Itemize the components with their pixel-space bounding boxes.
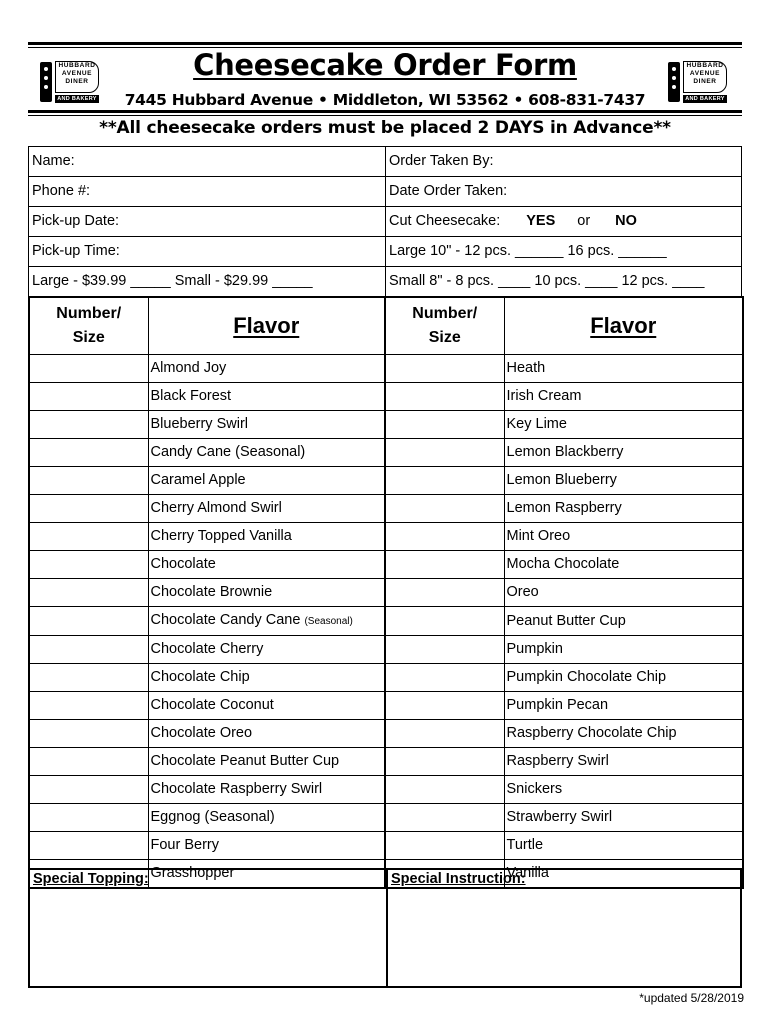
special-instruction-box[interactable]: [387, 869, 741, 987]
flavor-row: [29, 636, 743, 664]
number-size-cell[interactable]: [29, 692, 148, 720]
flavor-name: Raspberry Chocolate Chip: [504, 720, 743, 748]
seasonal-note: (Seasonal): [304, 616, 353, 627]
cut-yes-option[interactable]: YES: [526, 213, 556, 229]
mid-rule: [28, 110, 742, 113]
cut-or-text: or: [577, 213, 591, 229]
hubbard-diner-logo-right: HUBBARD AVENUE DINER AND BAKERY: [668, 59, 730, 104]
flavor-name: Chocolate Oreo: [148, 720, 385, 748]
flavor-name: Key Lime: [504, 411, 743, 439]
number-size-cell[interactable]: [29, 664, 148, 692]
flavor-name: Lemon Blueberry: [504, 467, 743, 495]
large-pieces-field[interactable]: Large 10" - 12 pcs. ______ 16 pcs. ______: [386, 237, 742, 267]
flavor-name: Peanut Butter Cup: [504, 607, 743, 636]
advance-notice: **All cheesecake orders must be placed 2 DAYS in Advance**: [99, 118, 671, 138]
number-size-cell[interactable]: [385, 467, 504, 495]
flavor-name: Chocolate Raspberry Swirl: [148, 776, 385, 804]
flavor-name: Blueberry Swirl: [148, 411, 385, 439]
flavor-name: Heath: [504, 355, 743, 383]
pickup-date-field[interactable]: Pick-up Date:: [29, 207, 386, 237]
hubbard-diner-logo-left: HUBBARD AVENUE DINER AND BAKERY: [40, 59, 102, 104]
cut-cheesecake-field[interactable]: [386, 207, 742, 237]
flavor-header-right: Flavor: [504, 297, 743, 355]
number-size-cell[interactable]: [29, 439, 148, 467]
flavor-name: Cherry Almond Swirl: [148, 495, 385, 523]
flavor-row: [29, 832, 743, 860]
number-size-cell[interactable]: [29, 383, 148, 411]
number-size-cell[interactable]: [385, 804, 504, 832]
number-size-cell[interactable]: [385, 579, 504, 607]
special-topping-box[interactable]: [29, 869, 387, 987]
flavor-row: [29, 692, 743, 720]
flavor-name: Four Berry: [148, 832, 385, 860]
number-size-cell[interactable]: [385, 776, 504, 804]
flavor-row: [29, 523, 743, 551]
flavor-name: Chocolate Peanut Butter Cup: [148, 748, 385, 776]
flavor-name: Turtle: [504, 832, 743, 860]
number-size-cell[interactable]: [385, 495, 504, 523]
size-price-field[interactable]: Large - $39.99 _____ Small - $29.99 _____: [29, 267, 386, 297]
number-size-cell[interactable]: [385, 523, 504, 551]
flavor-name-text: Chocolate Candy Cane: [150, 612, 301, 628]
updated-date: *updated 5/28/2019: [639, 991, 744, 1005]
top-rule: [28, 42, 742, 45]
flavor-row: [29, 748, 743, 776]
order-info-table: [28, 146, 742, 297]
flavor-name: Chocolate Brownie: [148, 579, 385, 607]
flavor-name: [148, 607, 385, 636]
number-size-cell[interactable]: [29, 776, 148, 804]
small-pieces-field[interactable]: Small 8" - 8 pcs. ____ 10 pcs. ____ 12 pcs. ____: [386, 267, 742, 297]
flavor-name: Strawberry Swirl: [504, 804, 743, 832]
flavor-name: Pumpkin Pecan: [504, 692, 743, 720]
flavor-row: [29, 664, 743, 692]
number-size-cell[interactable]: [385, 607, 504, 636]
flavor-row: [29, 467, 743, 495]
special-topping-label: Special Topping:: [33, 871, 149, 887]
flavor-name: Chocolate Chip: [148, 664, 385, 692]
number-size-cell[interactable]: [385, 832, 504, 860]
flavor-row: [29, 804, 743, 832]
number-size-cell[interactable]: [385, 551, 504, 579]
number-size-cell[interactable]: [29, 607, 148, 636]
cut-label: Cut Cheesecake:: [389, 213, 501, 229]
number-size-cell[interactable]: [29, 720, 148, 748]
flavor-name: Lemon Raspberry: [504, 495, 743, 523]
number-size-cell[interactable]: [29, 355, 148, 383]
mid-rule-thin: [28, 115, 742, 116]
pickup-time-field[interactable]: Pick-up Time:: [29, 237, 386, 267]
flavor-row: [29, 355, 743, 383]
flavor-name: Vanilla: [504, 860, 743, 889]
number-size-cell[interactable]: [29, 748, 148, 776]
flavor-name: Irish Cream: [504, 383, 743, 411]
number-size-cell[interactable]: [385, 636, 504, 664]
number-size-cell[interactable]: [385, 664, 504, 692]
flavor-name: Snickers: [504, 776, 743, 804]
order-taken-by-field[interactable]: Order Taken By:: [386, 147, 742, 177]
number-size-cell[interactable]: [385, 692, 504, 720]
flavor-row: [29, 551, 743, 579]
flavor-name: Chocolate Coconut: [148, 692, 385, 720]
number-size-cell[interactable]: [29, 804, 148, 832]
special-table: [28, 868, 742, 988]
cut-no-option[interactable]: NO: [615, 213, 637, 229]
number-size-cell[interactable]: [385, 355, 504, 383]
name-field[interactable]: Name:: [29, 147, 386, 177]
flavor-row: [29, 607, 743, 636]
number-size-cell[interactable]: [29, 636, 148, 664]
number-size-header-right: Number/ Size: [385, 297, 504, 355]
phone-field[interactable]: Phone #:: [29, 177, 386, 207]
flavor-name: Chocolate: [148, 551, 385, 579]
flavor-name: Mocha Chocolate: [504, 551, 743, 579]
flavor-row: [29, 579, 743, 607]
number-size-cell[interactable]: [29, 551, 148, 579]
number-size-cell[interactable]: [29, 411, 148, 439]
flavor-name: Mint Oreo: [504, 523, 743, 551]
number-size-cell[interactable]: [29, 832, 148, 860]
date-order-taken-field[interactable]: Date Order Taken:: [386, 177, 742, 207]
number-size-cell[interactable]: [29, 579, 148, 607]
flavor-name: Lemon Blackberry: [504, 439, 743, 467]
number-size-cell[interactable]: [29, 495, 148, 523]
store-address: 7445 Hubbard Avenue • Middleton, WI 53562 • 608-831-7437: [124, 91, 646, 109]
number-size-cell[interactable]: [385, 748, 504, 776]
flavor-name: Oreo: [504, 579, 743, 607]
flavor-header-left: Flavor: [148, 297, 385, 355]
number-size-cell[interactable]: [385, 720, 504, 748]
number-size-cell[interactable]: [29, 523, 148, 551]
flavor-table: [28, 296, 744, 889]
number-size-header-left: Number/ Size: [29, 297, 148, 355]
special-instruction-label: Special Instruction:: [391, 871, 526, 887]
flavor-row: [29, 495, 743, 523]
flavor-name: Caramel Apple: [148, 467, 385, 495]
flavor-name: Pumpkin: [504, 636, 743, 664]
flavor-row: [29, 383, 743, 411]
flavor-name: Eggnog (Seasonal): [148, 804, 385, 832]
flavor-name: Cherry Topped Vanilla: [148, 523, 385, 551]
flavor-name: Pumpkin Chocolate Chip: [504, 664, 743, 692]
form-title: Cheesecake Order Form: [193, 48, 577, 82]
number-size-cell[interactable]: [29, 467, 148, 495]
flavor-row: [29, 720, 743, 748]
flavor-name: Candy Cane (Seasonal): [148, 439, 385, 467]
number-size-cell[interactable]: [385, 411, 504, 439]
flavor-name: Almond Joy: [148, 355, 385, 383]
flavor-name: Black Forest: [148, 383, 385, 411]
flavor-row: [29, 776, 743, 804]
number-size-cell[interactable]: [385, 383, 504, 411]
flavor-name: Grasshopper: [148, 860, 385, 889]
flavor-row: [29, 439, 743, 467]
flavor-name: Chocolate Cherry: [148, 636, 385, 664]
number-size-cell[interactable]: [385, 439, 504, 467]
flavor-name: Raspberry Swirl: [504, 748, 743, 776]
flavor-row: [29, 411, 743, 439]
